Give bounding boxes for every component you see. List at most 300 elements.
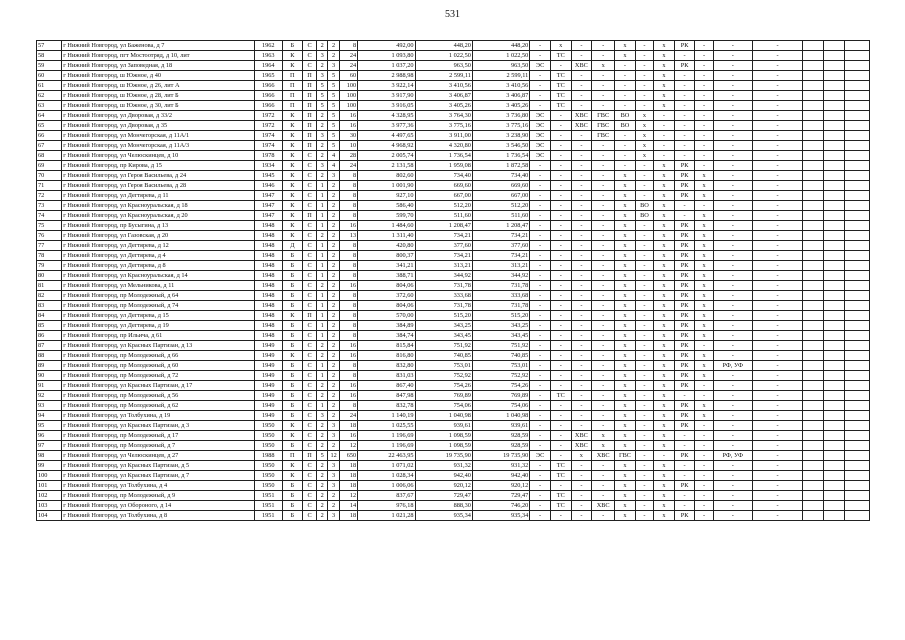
cell-roof-repair: - xyxy=(674,391,695,401)
cell-living-area: 512,20 xyxy=(415,201,472,211)
cell-sewerage: - xyxy=(635,191,653,201)
cell-facade-repair: - xyxy=(713,211,752,221)
cell-extra-2 xyxy=(823,411,844,421)
cell-living-area: 731,78 xyxy=(415,301,472,311)
cell-heat-supply: - xyxy=(550,281,571,291)
housing-register-table xyxy=(36,40,870,521)
table-row xyxy=(37,461,870,471)
cell-repair-3: - xyxy=(752,181,802,191)
cell-repair-1: - xyxy=(654,141,675,151)
cell-entrances: 2 xyxy=(316,351,327,361)
cell-repair-1: х xyxy=(654,391,675,401)
cell-power-supply: - xyxy=(530,51,551,61)
cell-living-area: 3 764,30 xyxy=(415,111,472,121)
cell-repair-3: - xyxy=(752,221,802,231)
cell-extra-1 xyxy=(803,461,824,471)
cell-row-number: 99 xyxy=(37,461,62,471)
cell-total-area: 1 025,55 xyxy=(358,421,415,431)
cell-extra-1 xyxy=(803,171,824,181)
cell-wall-type: К xyxy=(282,191,303,201)
cell-entrances: 1 xyxy=(316,181,327,191)
cell-wall-type: Б xyxy=(282,501,303,511)
cell-apartments: 8 xyxy=(339,331,357,341)
cell-sewerage: - xyxy=(635,471,653,481)
cell-repair-1: х xyxy=(654,101,675,111)
cell-row-number: 61 xyxy=(37,81,62,91)
cell-extra-1 xyxy=(803,361,824,371)
cell-material: С xyxy=(303,261,317,271)
cell-heat-supply: - xyxy=(550,211,571,221)
cell-wall-type: К xyxy=(282,351,303,361)
cell-repair-1: х xyxy=(654,511,675,521)
cell-floors: 2 xyxy=(328,351,339,361)
cell-repair-2: - xyxy=(695,491,713,501)
cell-row-number: 68 xyxy=(37,151,62,161)
cell-heat-supply: - xyxy=(550,341,571,351)
cell-extra-2 xyxy=(823,481,844,491)
cell-wall-type: К xyxy=(282,311,303,321)
cell-roof-repair: РК xyxy=(674,261,695,271)
cell-address: г Нижний Новгород, пр Молодежный, д 72 xyxy=(62,371,255,381)
cell-repair-3: - xyxy=(752,121,802,131)
cell-material: П xyxy=(303,101,317,111)
cell-power-supply: - xyxy=(530,101,551,111)
cell-cold-water: - xyxy=(571,101,592,111)
cell-floors: 2 xyxy=(328,491,339,501)
cell-repair-2: х xyxy=(695,371,713,381)
cell-gas: х xyxy=(615,511,636,521)
cell-gas: х xyxy=(615,411,636,421)
cell-power-supply: - xyxy=(530,501,551,511)
cell-total-area: 800,37 xyxy=(358,251,415,261)
cell-power-supply: - xyxy=(530,81,551,91)
cell-private-area: 928,59 xyxy=(472,441,529,451)
cell-build-year: 1966 xyxy=(254,101,282,111)
cell-material: С xyxy=(303,501,317,511)
cell-wall-type: К xyxy=(282,231,303,241)
cell-extra-2 xyxy=(823,41,844,51)
cell-sewerage: - xyxy=(635,401,653,411)
cell-extra-3 xyxy=(844,121,869,131)
cell-entrances: 2 xyxy=(316,471,327,481)
cell-extra-2 xyxy=(823,151,844,161)
cell-row-number: 97 xyxy=(37,441,62,451)
cell-power-supply: - xyxy=(530,201,551,211)
cell-entrances: 1 xyxy=(316,311,327,321)
cell-private-area: 920,12 xyxy=(472,481,529,491)
cell-living-area: 2 599,11 xyxy=(415,71,472,81)
cell-roof-repair: РК xyxy=(674,321,695,331)
cell-private-area: 512,20 xyxy=(472,201,529,211)
cell-cold-water: - xyxy=(571,261,592,271)
cell-entrances: 1 xyxy=(316,211,327,221)
cell-living-area: 740,85 xyxy=(415,351,472,361)
cell-facade-repair: - xyxy=(713,61,752,71)
cell-floors: 2 xyxy=(328,51,339,61)
cell-repair-3: - xyxy=(752,401,802,411)
cell-repair-3: - xyxy=(752,441,802,451)
cell-repair-3: - xyxy=(752,471,802,481)
cell-living-area: 939,61 xyxy=(415,421,472,431)
cell-total-area: 3 922,14 xyxy=(358,81,415,91)
cell-private-area: 754,06 xyxy=(472,401,529,411)
cell-extra-1 xyxy=(803,221,824,231)
cell-repair-1: х xyxy=(654,41,675,51)
cell-total-area: 1 093,80 xyxy=(358,51,415,61)
cell-floors: 2 xyxy=(328,261,339,271)
cell-private-area: 3 736,80 xyxy=(472,111,529,121)
cell-repair-2: х xyxy=(695,281,713,291)
cell-wall-type: Б xyxy=(282,511,303,521)
cell-row-number: 80 xyxy=(37,271,62,281)
cell-address: г Нижний Новгород, ул Дворовая, д 33/2 xyxy=(62,111,255,121)
cell-build-year: 1949 xyxy=(254,381,282,391)
cell-material: С xyxy=(303,251,317,261)
cell-power-supply: - xyxy=(530,41,551,51)
cell-wall-type: Б xyxy=(282,371,303,381)
cell-living-area: 343,25 xyxy=(415,321,472,331)
cell-private-area: 1 208,47 xyxy=(472,221,529,231)
cell-entrances: 1 xyxy=(316,301,327,311)
cell-power-supply: - xyxy=(530,391,551,401)
cell-extra-3 xyxy=(844,301,869,311)
cell-living-area: 754,06 xyxy=(415,401,472,411)
cell-wall-type: К xyxy=(282,161,303,171)
table-row xyxy=(37,331,870,341)
table-row xyxy=(37,481,870,491)
cell-wall-type: Б xyxy=(282,441,303,451)
cell-extra-3 xyxy=(844,91,869,101)
cell-address: г Нижний Новгород, пр Молодежный, д 56 xyxy=(62,391,255,401)
cell-extra-1 xyxy=(803,111,824,121)
cell-sewerage: - xyxy=(635,341,653,351)
cell-address: г Нижний Новгород, ул Челюскинцев, д 10 xyxy=(62,151,255,161)
cell-row-number: 82 xyxy=(37,291,62,301)
cell-hot-water: - xyxy=(592,421,615,431)
cell-repair-1: х xyxy=(654,421,675,431)
cell-facade-repair: - xyxy=(713,261,752,271)
cell-row-number: 63 xyxy=(37,101,62,111)
cell-facade-repair: - xyxy=(713,401,752,411)
cell-material: С xyxy=(303,331,317,341)
cell-cold-water: ХВС xyxy=(571,431,592,441)
cell-gas: х xyxy=(615,481,636,491)
cell-extra-3 xyxy=(844,251,869,261)
cell-sewerage: - xyxy=(635,331,653,341)
cell-apartments: 100 xyxy=(339,91,357,101)
cell-cold-water: - xyxy=(571,281,592,291)
cell-cold-water: - xyxy=(571,301,592,311)
cell-total-area: 22 463,95 xyxy=(358,451,415,461)
cell-repair-1: - xyxy=(654,121,675,131)
cell-gas: х xyxy=(615,321,636,331)
cell-address: г Нижний Новгород, пр Молодежный, д 9 xyxy=(62,491,255,501)
cell-build-year: 1951 xyxy=(254,511,282,521)
cell-material: С xyxy=(303,181,317,191)
cell-build-year: 1948 xyxy=(254,311,282,321)
cell-entrances: 3 xyxy=(316,161,327,171)
cell-sewerage: - xyxy=(635,271,653,281)
cell-apartments: 12 xyxy=(339,441,357,451)
cell-address: г Нижний Новгород, ул Толбухина, д 4 xyxy=(62,481,255,491)
cell-extra-2 xyxy=(823,351,844,361)
cell-heat-supply: - xyxy=(550,201,571,211)
cell-heat-supply: - xyxy=(550,481,571,491)
cell-heat-supply: - xyxy=(550,191,571,201)
cell-total-area: 420,80 xyxy=(358,241,415,251)
cell-extra-3 xyxy=(844,71,869,81)
cell-gas: х xyxy=(615,241,636,251)
cell-heat-supply: х xyxy=(550,41,571,51)
cell-entrances: 2 xyxy=(316,111,327,121)
table-row xyxy=(37,411,870,421)
cell-extra-2 xyxy=(823,311,844,321)
cell-roof-repair: - xyxy=(674,111,695,121)
cell-extra-3 xyxy=(844,421,869,431)
cell-facade-repair: - xyxy=(713,441,752,451)
cell-extra-2 xyxy=(823,501,844,511)
cell-row-number: 86 xyxy=(37,331,62,341)
cell-hot-water: - xyxy=(592,91,615,101)
cell-living-area: 3 911,00 xyxy=(415,131,472,141)
cell-facade-repair: - xyxy=(713,381,752,391)
cell-cold-water: - xyxy=(571,221,592,231)
table-row xyxy=(37,451,870,461)
cell-sewerage: х xyxy=(635,131,653,141)
table-row xyxy=(37,91,870,101)
cell-sewerage: ВО xyxy=(635,211,653,221)
cell-build-year: 1948 xyxy=(254,261,282,271)
cell-floors: 12 xyxy=(328,451,339,461)
cell-roof-repair: - xyxy=(674,461,695,471)
cell-total-area: 586,40 xyxy=(358,201,415,211)
cell-floors: 2 xyxy=(328,251,339,261)
cell-cold-water: х xyxy=(571,451,592,461)
cell-address: г Нижний Новгород, ул Толбухина, д 19 xyxy=(62,411,255,421)
table-row xyxy=(37,391,870,401)
cell-gas: х xyxy=(615,291,636,301)
cell-address: г Нижний Новгород, пр Молодежный, д 60 xyxy=(62,361,255,371)
cell-gas: х xyxy=(615,421,636,431)
cell-repair-1: х xyxy=(654,431,675,441)
cell-living-area: 1 208,47 xyxy=(415,221,472,231)
cell-repair-1: - xyxy=(654,451,675,461)
cell-power-supply: - xyxy=(530,461,551,471)
cell-power-supply: - xyxy=(530,411,551,421)
cell-extra-2 xyxy=(823,471,844,481)
cell-material: С xyxy=(303,301,317,311)
cell-wall-type: К xyxy=(282,151,303,161)
cell-floors: 2 xyxy=(328,281,339,291)
cell-address: г Нижний Новгород, ул Красноуральская, д 14 xyxy=(62,271,255,281)
cell-wall-type: Б xyxy=(282,41,303,51)
cell-power-supply: - xyxy=(530,491,551,501)
cell-address: г Нижний Новгород, ул Дегтярева, д 11 xyxy=(62,191,255,201)
cell-extra-2 xyxy=(823,61,844,71)
cell-hot-water: - xyxy=(592,321,615,331)
cell-power-supply: ЭС xyxy=(530,61,551,71)
cell-address: г Нижний Новгород, ул Толбухина, д 8 xyxy=(62,511,255,521)
cell-heat-supply: - xyxy=(550,251,571,261)
cell-total-area: 1 196,69 xyxy=(358,431,415,441)
cell-sewerage: - xyxy=(635,321,653,331)
cell-floors: 2 xyxy=(328,331,339,341)
cell-address: г Нижний Новгород, ш Южное, д 40 xyxy=(62,71,255,81)
cell-repair-2: - xyxy=(695,61,713,71)
page-number: 531 xyxy=(445,9,460,20)
cell-wall-type: К xyxy=(282,131,303,141)
cell-material: С xyxy=(303,471,317,481)
cell-repair-2: - xyxy=(695,101,713,111)
cell-entrances: 2 xyxy=(316,481,327,491)
cell-repair-3: - xyxy=(752,201,802,211)
cell-wall-type: П xyxy=(282,91,303,101)
table-row xyxy=(37,251,870,261)
cell-floors: 2 xyxy=(328,241,339,251)
cell-heat-supply: ТС xyxy=(550,51,571,61)
cell-gas: - xyxy=(615,141,636,151)
cell-build-year: 1945 xyxy=(254,171,282,181)
cell-cold-water: - xyxy=(571,321,592,331)
cell-gas: - xyxy=(615,161,636,171)
cell-row-number: 101 xyxy=(37,481,62,491)
cell-repair-2: - xyxy=(695,341,713,351)
cell-build-year: 1950 xyxy=(254,461,282,471)
cell-facade-repair: - xyxy=(713,471,752,481)
cell-repair-2: - xyxy=(695,121,713,131)
cell-hot-water: - xyxy=(592,491,615,501)
cell-material: С xyxy=(303,371,317,381)
cell-repair-2: х xyxy=(695,301,713,311)
cell-apartments: 8 xyxy=(339,191,357,201)
cell-floors: 5 xyxy=(328,131,339,141)
cell-facade-repair: РФ, УФ xyxy=(713,451,752,461)
cell-cold-water: - xyxy=(571,181,592,191)
cell-entrances: 5 xyxy=(316,451,327,461)
cell-apartments: 8 xyxy=(339,361,357,371)
cell-total-area: 1 028,34 xyxy=(358,471,415,481)
cell-sewerage: - xyxy=(635,431,653,441)
cell-facade-repair: - xyxy=(713,91,752,101)
cell-repair-2: х xyxy=(695,271,713,281)
cell-floors: 2 xyxy=(328,371,339,381)
cell-build-year: 1966 xyxy=(254,91,282,101)
cell-wall-type: П xyxy=(282,71,303,81)
cell-material: С xyxy=(303,481,317,491)
cell-cold-water: - xyxy=(571,231,592,241)
cell-floors: 3 xyxy=(328,461,339,471)
cell-total-area: 1 311,40 xyxy=(358,231,415,241)
cell-repair-3: - xyxy=(752,251,802,261)
cell-cold-water: - xyxy=(571,241,592,251)
cell-roof-repair: - xyxy=(674,431,695,441)
cell-repair-3: - xyxy=(752,171,802,181)
cell-address: г Нижний Новгород, ул Заповедная, д 18 xyxy=(62,61,255,71)
cell-facade-repair: - xyxy=(713,41,752,51)
cell-gas: х xyxy=(615,461,636,471)
cell-gas: х xyxy=(615,191,636,201)
cell-living-area: 753,01 xyxy=(415,361,472,371)
cell-private-area: 731,78 xyxy=(472,301,529,311)
cell-extra-1 xyxy=(803,101,824,111)
cell-private-area: 667,00 xyxy=(472,191,529,201)
cell-extra-2 xyxy=(823,191,844,201)
cell-roof-repair: РК xyxy=(674,511,695,521)
cell-wall-type: Б xyxy=(282,261,303,271)
cell-repair-2: х xyxy=(695,411,713,421)
cell-floors: 3 xyxy=(328,431,339,441)
cell-build-year: 1947 xyxy=(254,191,282,201)
cell-power-supply: - xyxy=(530,261,551,271)
cell-total-area: 831,03 xyxy=(358,371,415,381)
cell-roof-repair: РК xyxy=(674,341,695,351)
cell-address: г Нижний Новгород, ул Мончегорская, д 11А/1 xyxy=(62,131,255,141)
cell-power-supply: - xyxy=(530,271,551,281)
cell-build-year: 1951 xyxy=(254,501,282,511)
cell-living-area: 888,30 xyxy=(415,501,472,511)
cell-private-area: 3 406,87 xyxy=(472,91,529,101)
cell-floors: 2 xyxy=(328,401,339,411)
cell-extra-3 xyxy=(844,431,869,441)
cell-address: г Нижний Новгород, ул Красноуральская, д 18 xyxy=(62,201,255,211)
cell-extra-1 xyxy=(803,71,824,81)
cell-repair-1: х xyxy=(654,231,675,241)
cell-living-area: 4 320,80 xyxy=(415,141,472,151)
cell-wall-type: К xyxy=(282,431,303,441)
cell-extra-2 xyxy=(823,211,844,221)
cell-row-number: 73 xyxy=(37,201,62,211)
cell-extra-2 xyxy=(823,371,844,381)
cell-private-area: 734,21 xyxy=(472,251,529,261)
cell-living-area: 931,32 xyxy=(415,461,472,471)
cell-power-supply: - xyxy=(530,161,551,171)
cell-repair-3: - xyxy=(752,241,802,251)
cell-build-year: 1948 xyxy=(254,221,282,231)
cell-repair-1: х xyxy=(654,251,675,261)
cell-address: г Нижний Новгород, ул Газовская, д 20 xyxy=(62,231,255,241)
cell-wall-type: Б xyxy=(282,331,303,341)
cell-living-area: 1 040,98 xyxy=(415,411,472,421)
cell-entrances: 2 xyxy=(316,231,327,241)
cell-row-number: 76 xyxy=(37,231,62,241)
cell-heat-supply: - xyxy=(550,421,571,431)
cell-entrances: 2 xyxy=(316,461,327,471)
cell-roof-repair: РК xyxy=(674,401,695,411)
cell-address: г Нижний Новгород, пр Кирова, д 15 xyxy=(62,161,255,171)
cell-apartments: 16 xyxy=(339,111,357,121)
cell-apartments: 8 xyxy=(339,401,357,411)
cell-private-area: 751,92 xyxy=(472,341,529,351)
cell-repair-3: - xyxy=(752,361,802,371)
cell-gas: х xyxy=(615,261,636,271)
cell-address: г Нижний Новгород, пр Бусыгина, д 13 xyxy=(62,221,255,231)
cell-total-area: 976,18 xyxy=(358,501,415,511)
cell-power-supply: ЭС xyxy=(530,121,551,131)
cell-total-area: 384,74 xyxy=(358,331,415,341)
cell-cold-water: - xyxy=(571,271,592,281)
cell-row-number: 62 xyxy=(37,91,62,101)
table-row xyxy=(37,511,870,521)
cell-living-area: 754,26 xyxy=(415,381,472,391)
cell-gas: х xyxy=(615,281,636,291)
cell-entrances: 1 xyxy=(316,271,327,281)
cell-extra-2 xyxy=(823,441,844,451)
cell-floors: 3 xyxy=(328,511,339,521)
cell-gas: х xyxy=(615,381,636,391)
cell-extra-3 xyxy=(844,161,869,171)
cell-address: г Нижний Новгород, ул Дегтярева, д 12 xyxy=(62,241,255,251)
cell-heat-supply: - xyxy=(550,171,571,181)
